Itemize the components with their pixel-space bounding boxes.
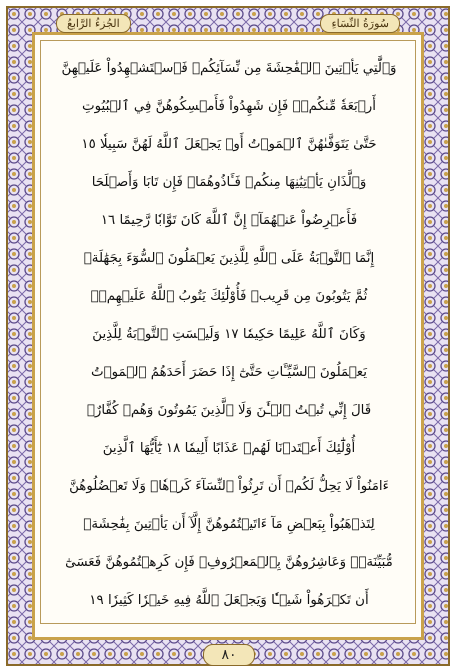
verse-line: أَن تَكۡرَهُواْ شَيۡـٔٗا وَيَجۡعَلَ ٱللَّهُ فِيهِ خَيۡرٗا كَثِيرٗا ١٩: [89, 593, 369, 608]
verse-line: مُّبَيِّنَةٖۚ وَعَاشِرُوهُنَّ بِٱلۡمَعۡرُوفِۚ فَإِن كَرِهۡتُمُوهُنَّ فَعَسَىٰٓ: [65, 555, 393, 570]
page-number: ٨٠: [203, 644, 255, 666]
verse-text-panel: [40, 40, 416, 624]
verse-line: أَرۡبَعَةٗ مِّنكُمۡۖ فَإِن شَهِدُواْ فَأَمۡسِكُوهُنَّ فِي ٱلۡبُيُوتِ: [82, 99, 376, 114]
juz-label: الجُزءُ الرَّابعُ: [56, 14, 131, 33]
verse-line: وَكَانَ ٱللَّهُ عَلِيمًا حَكِيمٗا ١٧ وَلَيۡسَتِ ٱلتَّوۡبَةُ لِلَّذِينَ: [92, 327, 366, 342]
verse-line: يَعۡمَلُونَ ٱلسَّيِّـَٔاتِ حَتَّىٰٓ إِذَا حَضَرَ أَحَدَهُمُ ٱلۡمَوۡتُ: [90, 365, 367, 380]
verse-line: ثُمَّ يَتُوبُونَ مِن قَرِيبٖ فَأُوْلَٰٓئِكَ يَتُوبُ ٱللَّهُ عَلَيۡهِمۡۗ: [90, 289, 368, 304]
verse-line: وَٱلَّذَانِ يَأۡتِيَٰنِهَا مِنكُمۡ فَـَٔاذُوهُمَاۖ فَإِن تَابَا وَأَصۡلَحَا: [91, 175, 367, 190]
verse-line: حَتَّىٰ يَتَوَفَّىٰهُنَّ ٱلۡمَوۡتُ أَوۡ يَجۡعَلَ ٱللَّهُ لَهُنَّ سَبِيلٗا ١٥: [81, 137, 377, 152]
verse-line: ءَامَنُواْ لَا يَحِلُّ لَكُمۡ أَن تَرِثُواْ ٱلنِّسَآءَ كَرۡهٗاۖ وَلَا تَعۡضُلُوهُنَّ: [69, 479, 389, 494]
verse-line: وَٱلَّٰتِي يَأۡتِينَ ٱلۡفَٰحِشَةَ مِن نِّسَآئِكُمۡ فَٱسۡتَشۡهِدُواْ عَلَيۡهِنَّ: [61, 61, 397, 76]
verse-line: قَالَ إِنِّي تُبۡتُ ٱلۡـَٰٔنَ وَلَا ٱلَّذِينَ يَمُوتُونَ وَهُمۡ كُفَّارٌۚ: [86, 403, 372, 418]
surah-label: سُورَةُ النِّسَاءِ: [320, 14, 400, 33]
verse-line: أُوْلَٰٓئِكَ أَعۡتَدۡنَا لَهُمۡ عَذَابًا أَلِيمٗا ١٨ يَٰٓأَيُّهَا ٱلَّذِينَ: [102, 441, 356, 456]
page-header: [26, 14, 430, 36]
verse-line: فَأَعۡرِضُواْ عَنۡهُمَآۗ إِنَّ ٱللَّهَ كَانَ تَوَّابٗا رَّحِيمًا ١٦: [100, 213, 358, 228]
verse-line: إِنَّمَا ٱلتَّوۡبَةُ عَلَى ٱللَّهِ لِلَّذِينَ يَعۡمَلُونَ ٱلسُّوٓءَ بِجَهَٰلَةٖ: [83, 251, 375, 266]
verse-line: لِتَذۡهَبُواْ بِبَعۡضِ مَآ ءَاتَيۡتُمُوهُنَّ إِلَّآ أَن يَأۡتِينَ بِفَٰحِشَةٖ: [83, 517, 375, 532]
